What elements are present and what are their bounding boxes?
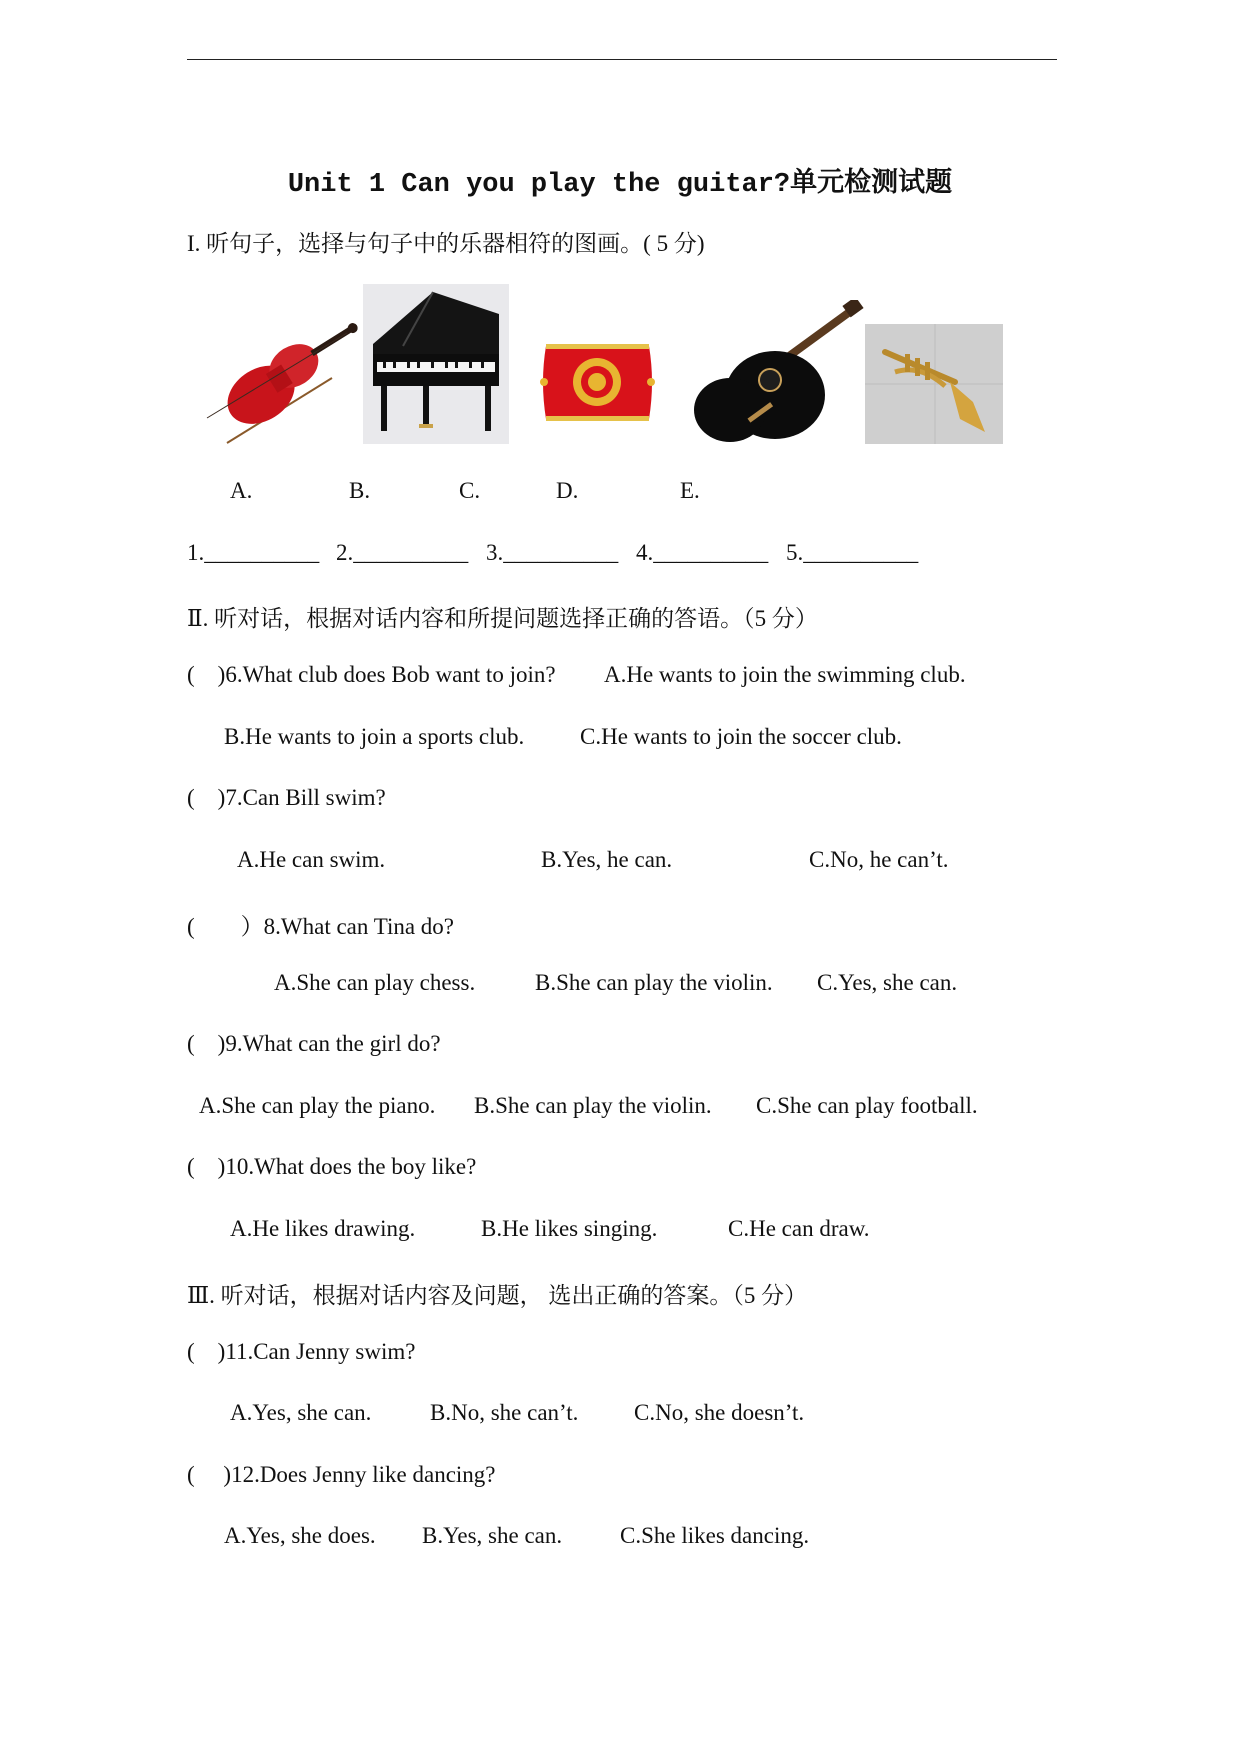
question-8-option-c: C.Yes, she can. bbox=[817, 970, 958, 995]
question-8-option-b: B.She can play the violin. bbox=[535, 970, 773, 995]
image-label-d: D. bbox=[556, 478, 579, 503]
question-11-option-c: C.No, she doesn’t. bbox=[634, 1400, 805, 1425]
question-6-option-a: A.He wants to join the swimming club. bbox=[604, 662, 966, 687]
question-10: ( )10.What does the boy like? bbox=[187, 1154, 477, 1179]
section-2-heading: Ⅱ. 听对话，根据对话内容和所提问题选择正确的答语。（5 分） bbox=[187, 606, 818, 631]
question-7: ( )7.Can Bill swim? bbox=[187, 785, 386, 810]
question-12-option-c: C.She likes dancing. bbox=[620, 1523, 810, 1548]
question-6-option-c: C.He wants to join the soccer club. bbox=[580, 724, 902, 749]
question-11: ( )11.Can Jenny swim? bbox=[187, 1339, 416, 1364]
question-9: ( )9.What can the girl do? bbox=[187, 1031, 441, 1056]
trumpet-icon bbox=[865, 324, 1003, 444]
question-10-option-a: A.He likes drawing. bbox=[230, 1216, 416, 1241]
violin-icon bbox=[197, 298, 362, 448]
question-7-option-b: B.Yes, he can. bbox=[541, 847, 673, 872]
answer-blank-4[interactable]: 4.__________ bbox=[636, 540, 769, 565]
question-11-option-a: A.Yes, she can. bbox=[230, 1400, 372, 1425]
answer-blank-3[interactable]: 3.__________ bbox=[486, 540, 619, 565]
question-6-option-b: B.He wants to join a sports club. bbox=[224, 724, 525, 749]
question-10-option-c: C.He can draw. bbox=[728, 1216, 870, 1241]
question-8-option-a: A.She can play chess. bbox=[274, 970, 476, 995]
question-9-option-c: C.She can play football. bbox=[756, 1093, 978, 1118]
question-9-option-b: B.She can play the violin. bbox=[474, 1093, 712, 1118]
question-7-option-c: C.No, he can’t. bbox=[809, 847, 949, 872]
guitar-icon bbox=[690, 300, 865, 445]
image-label-c: C. bbox=[459, 478, 481, 503]
piano-icon bbox=[363, 284, 509, 444]
image-label-e: E. bbox=[680, 478, 700, 503]
question-12: ( )12.Does Jenny like dancing? bbox=[187, 1462, 496, 1487]
question-12-option-a: A.Yes, she does. bbox=[224, 1523, 376, 1548]
question-7-option-a: A.He can swim. bbox=[237, 847, 386, 872]
question-8: ( ）8.What can Tina do? bbox=[187, 914, 455, 939]
question-9-option-a: A.She can play the piano. bbox=[199, 1093, 436, 1118]
section-3-heading: Ⅲ. 听对话，根据对话内容及问题， 选出正确的答案。（5 分） bbox=[187, 1283, 808, 1308]
question-6: ( )6.What club does Bob want to join? bbox=[187, 662, 556, 687]
page-title: Unit 1 Can you play the guitar?单元检测试题 bbox=[287, 170, 953, 200]
answer-blank-1[interactable]: 1.__________ bbox=[187, 540, 320, 565]
question-11-option-b: B.No, she can’t. bbox=[430, 1400, 579, 1425]
image-label-a: A. bbox=[230, 478, 253, 503]
question-10-option-b: B.He likes singing. bbox=[481, 1216, 658, 1241]
header-rule bbox=[187, 59, 1057, 60]
image-label-b: B. bbox=[349, 478, 371, 503]
section-1-heading: I. 听句子，选择与句子中的乐器相符的图画。( 5 分) bbox=[187, 231, 705, 256]
answer-blank-2[interactable]: 2.__________ bbox=[336, 540, 469, 565]
drum-icon bbox=[540, 340, 655, 425]
question-12-option-b: B.Yes, she can. bbox=[422, 1523, 563, 1548]
answer-blank-5[interactable]: 5.__________ bbox=[786, 540, 919, 565]
